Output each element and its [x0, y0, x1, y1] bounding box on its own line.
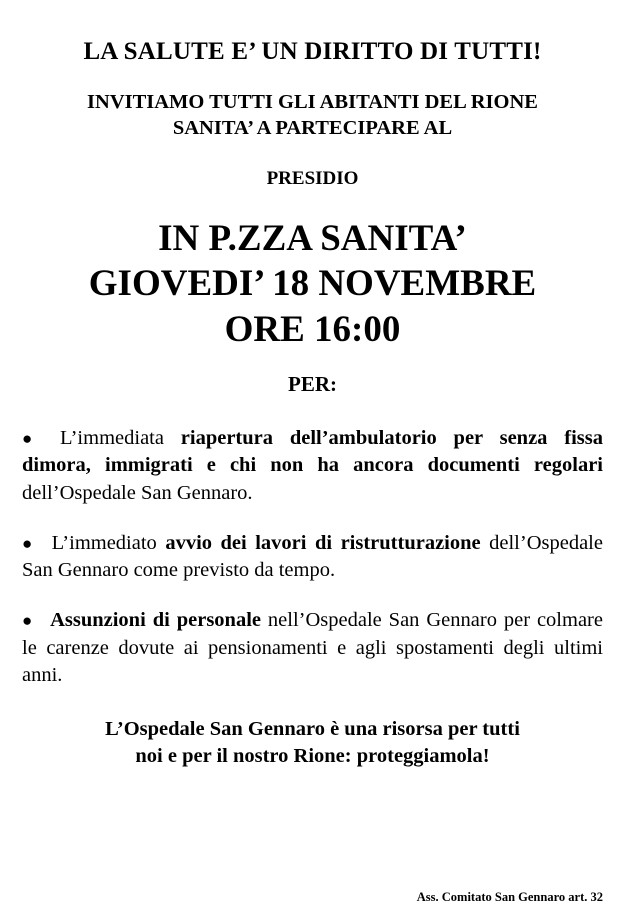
bullet-icon: ●	[22, 610, 35, 630]
flyer-page	[0, 38, 625, 921]
closing-statement	[22, 716, 603, 769]
per-label: PER:	[288, 371, 337, 396]
demand-3-part-3: nell’Ospedale San Gennaro per colmare le carenze dovute ai pensionamenti e agli spostamenti degli ultimi anni.	[22, 608, 603, 687]
list-item	[22, 607, 603, 690]
bullet-icon: ●	[22, 428, 44, 448]
event-time: ORE 16:00	[224, 308, 401, 350]
event-place: IN P.ZZA SANITA’	[158, 218, 467, 260]
demand-3-part-2: Assunzioni di personale	[50, 608, 268, 631]
invite-line-2: SANITA’ A PARTECIPARE AL	[172, 116, 453, 139]
bullet-icon: ●	[22, 533, 36, 553]
list-item	[22, 425, 603, 508]
list-item	[22, 530, 603, 585]
demand-2-part-2: avvio dei lavori di ristrutturazione	[165, 531, 490, 554]
event-date: GIOVEDI’ 18 NOVEMBRE	[88, 263, 537, 305]
event-type: PRESIDIO	[266, 168, 359, 190]
invite-line-1: INVITIAMO TUTTI GLI ABITANTI DEL RIONE	[87, 91, 538, 113]
demand-2-part-1: L’immediato	[51, 531, 166, 554]
demands-list	[22, 425, 603, 690]
closing-line-2: noi e per il nostro Rione: proteggiamola!	[135, 744, 490, 767]
demand-1-part-1: L’immediata	[59, 426, 181, 449]
event-details	[22, 216, 603, 351]
invite-text	[22, 90, 603, 141]
closing-line-1: L’Ospedale San Gennaro è una risorsa per tutti	[105, 718, 520, 740]
signature: Ass. Comitato San Gennaro art. 32	[416, 890, 603, 904]
demand-1-part-2: riapertura dell’ambulatorio per senza fissa dimora, immigrati e chi non ha ancora documenti regolari	[22, 426, 603, 477]
page-title: LA SALUTE E’ UN DIRITTO DI TUTTI!	[83, 38, 542, 65]
demand-2-part-3: dell’Ospedale San Gennaro come previsto da tempo.	[22, 531, 603, 582]
demand-1-part-3: dell’Ospedale San Gennaro.	[22, 481, 253, 504]
